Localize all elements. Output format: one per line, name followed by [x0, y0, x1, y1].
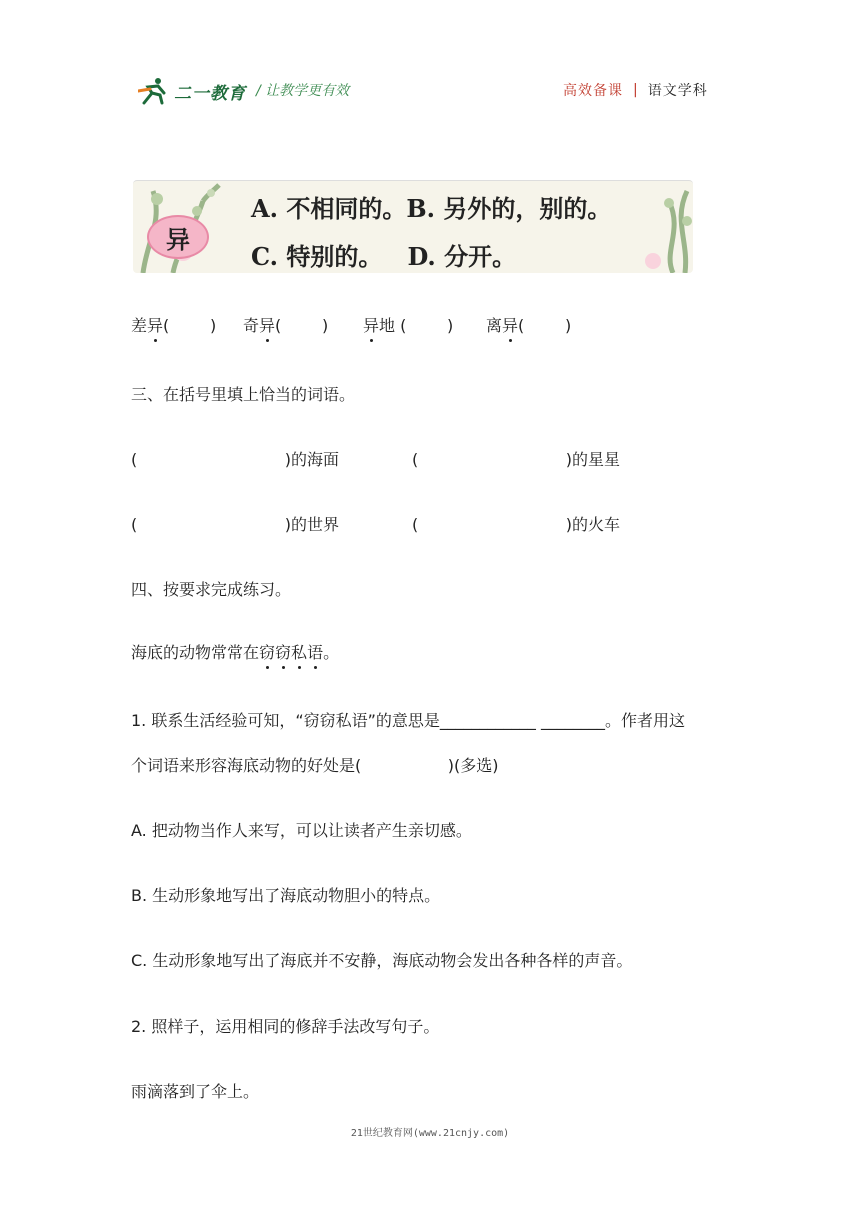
question-2: 2. 照样子，运用相同的修辞手法改写句子。 — [131, 1017, 440, 1036]
word-item-4: 离异( ) — [486, 316, 572, 335]
definition-card — [133, 180, 693, 273]
fill-blank-train: ( )的火车 — [412, 515, 620, 534]
example-rain-sentence: 雨滴落到了伞上。 — [131, 1082, 260, 1101]
option-a: A. 把动物当作人来写，可以让读者产生亲切感。 — [131, 821, 472, 840]
definition-line-2: C. 特别的。 D. 分开。 — [251, 242, 517, 271]
option-b: B. 生动形象地写出了海底动物胆小的特点。 — [131, 886, 441, 905]
question-1-line-1: 1. 联系生活经验可知，“窃窃私语”的意思是____________ ________。作者用这 — [131, 711, 686, 730]
fill-blank-sea: ( )的海面 — [131, 450, 339, 469]
header-subject: 语文学科 — [647, 83, 708, 99]
logo — [138, 76, 246, 106]
word-item-1: 差异( ) — [131, 316, 217, 335]
header-divider: | — [633, 82, 638, 98]
runner-logo-icon — [138, 77, 172, 105]
question-1-line-2: 个词语来形容海底动物的好处是( )(多选) — [131, 756, 499, 775]
section4-title: 四、按要求完成练习。 — [131, 580, 292, 599]
section3-title: 三、在括号里填上恰当的词语。 — [131, 385, 356, 404]
definition-line-1: A. 不相同的。B. 另外的，别的。 — [251, 194, 612, 223]
fill-blank-stars: ( )的星星 — [412, 450, 620, 469]
option-c: C. 生动形象地写出了海底并不安静，海底动物会发出各种各样的声音。 — [131, 951, 633, 970]
header-title: 高效备课 — [563, 83, 623, 99]
word-item-3: 异地 ( ) — [363, 316, 454, 335]
header-right — [563, 80, 708, 100]
headword-character: 异 — [147, 215, 209, 259]
plant-decoration-icon — [633, 181, 693, 273]
fill-blank-world: ( )的世界 — [131, 515, 339, 534]
word-item-2: 奇异( ) — [243, 316, 329, 335]
example-sentence: 海底的动物常常在窃窃私语。 — [131, 643, 340, 662]
slogan: / 让教学更有效 — [256, 83, 350, 99]
logo-text: 二一教育 — [174, 83, 246, 104]
page-footer: 21世纪教育网(www.21cnjy.com) — [350, 1128, 510, 1139]
